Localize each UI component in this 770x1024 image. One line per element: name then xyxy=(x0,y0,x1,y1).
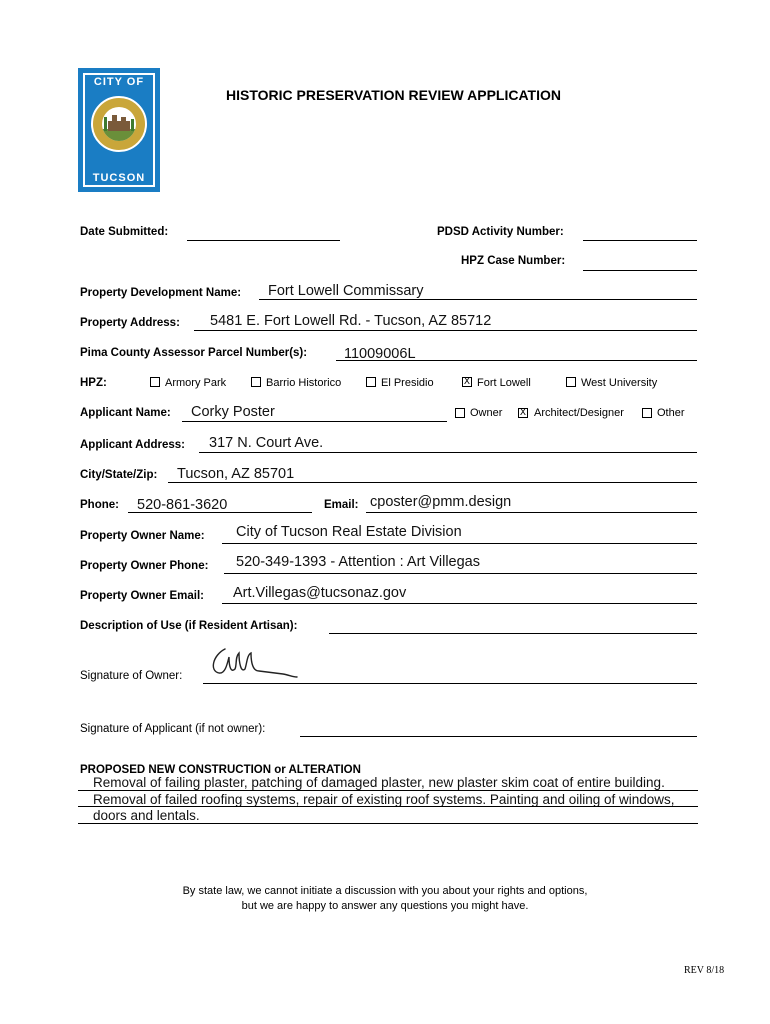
hpz-el-presidio-checkbox[interactable] xyxy=(366,377,376,387)
hpz-case-label: HPZ Case Number: xyxy=(461,255,566,267)
date-submitted-field[interactable] xyxy=(187,240,340,241)
applicant-address-label: Applicant Address: xyxy=(80,439,186,451)
footer-line-1: By state law, we cannot initiate a discussion with you about your rights and options, xyxy=(182,885,588,897)
applicant-name-line xyxy=(182,421,447,422)
signature-applicant-label: Signature of Applicant (if not owner): xyxy=(80,723,266,735)
role-owner-checkbox[interactable] xyxy=(455,408,465,418)
role-architect-label: Architect/Designer xyxy=(534,407,624,419)
hpz-fort-lowell-label: Fort Lowell xyxy=(477,377,531,389)
property-dev-name-field[interactable]: Fort Lowell Commissary xyxy=(268,283,424,299)
email-label: Email: xyxy=(324,499,359,511)
city-of-tucson-logo xyxy=(78,68,160,192)
logo-seal xyxy=(91,96,147,152)
owner-phone-label: Property Owner Phone: xyxy=(80,560,209,572)
hpz-armory-park-label: Armory Park xyxy=(165,377,227,389)
description-of-use-field[interactable] xyxy=(329,633,697,634)
proposed-heading: PROPOSED NEW CONSTRUCTION or ALTERATION xyxy=(80,764,361,776)
proposed-rule-3 xyxy=(78,823,698,824)
logo-seal-core xyxy=(102,107,136,141)
signature-applicant-field[interactable] xyxy=(300,736,697,737)
city-state-zip-line xyxy=(168,482,697,483)
hpz-west-university-checkbox[interactable] xyxy=(566,377,576,387)
proposed-rule-1 xyxy=(78,790,698,791)
applicant-address-line xyxy=(199,452,697,453)
signature-owner-label: Signature of Owner: xyxy=(80,670,183,682)
date-submitted-label: Date Submitted: xyxy=(80,226,169,238)
logo-top-text: CITY OF xyxy=(93,76,145,88)
role-owner-label: Owner xyxy=(470,407,503,419)
hpz-fort-lowell-checkbox[interactable]: X xyxy=(463,377,471,387)
applicant-name-field[interactable]: Corky Poster xyxy=(191,404,275,420)
description-of-use-label: Description of Use (if Resident Artisan): xyxy=(80,620,298,632)
hpz-west-university-label: West University xyxy=(581,377,658,389)
owner-name-field[interactable]: City of Tucson Real Estate Division xyxy=(236,524,462,540)
owner-phone-field[interactable]: 520-349-1393 - Attention : Art Villegas xyxy=(236,554,480,570)
proposed-line-3: doors and lentals. xyxy=(93,808,200,823)
hpz-barrio-historico-label: Barrio Historico xyxy=(266,377,342,389)
hpz-armory-park-checkbox[interactable] xyxy=(150,377,160,387)
owner-phone-line xyxy=(224,573,697,574)
parcel-numbers-field[interactable]: 11009006L xyxy=(344,346,416,362)
email-line xyxy=(366,512,697,513)
owner-email-line xyxy=(222,603,697,604)
page-title: HISTORIC PRESERVATION REVIEW APPLICATION xyxy=(226,87,561,103)
applicant-name-label: Applicant Name: xyxy=(80,407,171,419)
role-other-checkbox[interactable] xyxy=(642,408,652,418)
owner-name-label: Property Owner Name: xyxy=(80,530,205,542)
footer-line-2: but we are happy to answer any questions you might have. xyxy=(241,900,529,912)
phone-field[interactable]: 520-861-3620 xyxy=(137,497,228,513)
hpz-barrio-historico-checkbox[interactable] xyxy=(251,377,261,387)
revision-label: REV 8/18 xyxy=(684,965,725,976)
parcel-numbers-label: Pima County Assessor Parcel Number(s): xyxy=(80,347,308,359)
city-state-zip-field[interactable]: Tucson, AZ 85701 xyxy=(177,466,295,482)
property-dev-name-label: Property Development Name: xyxy=(80,287,242,299)
role-architect-checkbox[interactable]: X xyxy=(519,408,527,418)
city-state-zip-label: City/State/Zip: xyxy=(80,469,158,481)
property-address-field[interactable]: 5481 E. Fort Lowell Rd. - Tucson, AZ 85712 xyxy=(210,313,492,329)
property-address-label: Property Address: xyxy=(80,317,180,329)
proposed-line-2: Removal of failed roofing systems, repair of existing roof systems. Painting and oiling of windows, xyxy=(93,792,675,807)
property-address-line xyxy=(194,330,697,331)
applicant-address-field[interactable]: 317 N. Court Ave. xyxy=(209,435,324,451)
hpz-el-presidio-label: El Presidio xyxy=(381,377,434,389)
pdsd-activity-label: PDSD Activity Number: xyxy=(437,226,564,238)
phone-label: Phone: xyxy=(80,499,119,511)
mission-building-icon xyxy=(102,107,136,141)
hpz-case-field[interactable] xyxy=(583,270,697,271)
email-field[interactable]: cposter@pmm.design xyxy=(370,494,512,510)
hpz-label: HPZ: xyxy=(80,377,107,389)
role-other-label: Other xyxy=(657,407,685,419)
logo-bottom-text: TUCSON xyxy=(92,172,146,184)
signature-owner-field[interactable] xyxy=(203,683,697,684)
owner-email-field[interactable]: Art.Villegas@tucsonaz.gov xyxy=(233,585,407,601)
proposed-rule-2 xyxy=(78,806,698,807)
owner-signature-image xyxy=(205,643,305,683)
proposed-line-1: Removal of failing plaster, patching of damaged plaster, new plaster skim coat of entire building. xyxy=(93,775,665,790)
property-dev-name-line xyxy=(259,299,697,300)
owner-name-line xyxy=(222,543,697,544)
pdsd-activity-field[interactable] xyxy=(583,240,697,241)
owner-email-label: Property Owner Email: xyxy=(80,590,204,602)
